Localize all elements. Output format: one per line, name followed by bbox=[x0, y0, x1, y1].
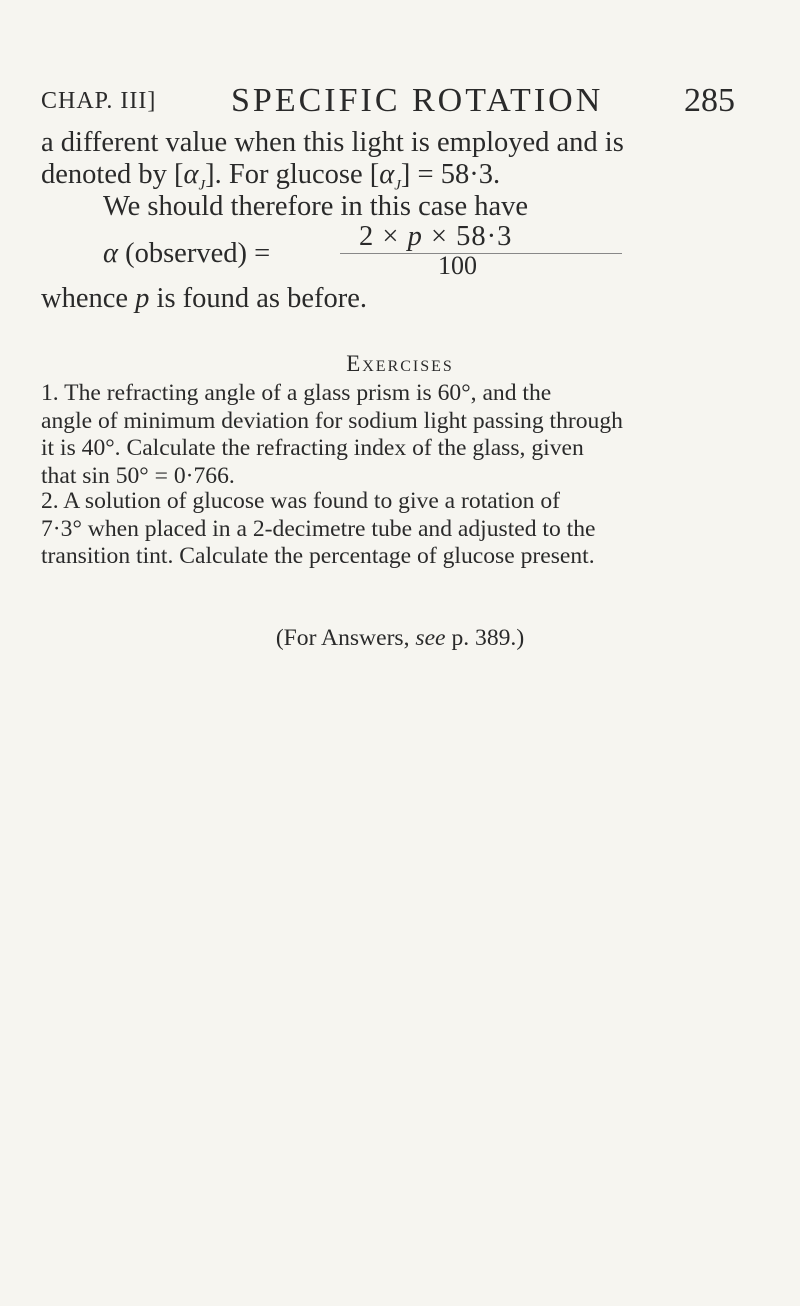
subscript-j: J bbox=[198, 177, 206, 194]
exercise-1 bbox=[41, 380, 735, 490]
answers-text-a: (For Answers, bbox=[275, 625, 416, 651]
formula-lhs bbox=[103, 238, 270, 270]
body-line-4-b: is found as before. bbox=[149, 283, 368, 314]
formula-num-p: p bbox=[407, 221, 423, 252]
formula-denominator: 100 bbox=[438, 251, 477, 280]
exercise-2-line-2: 7·3° when placed in a 2-decimetre tube and adjusted to the bbox=[41, 515, 596, 542]
page-number: 285 bbox=[684, 82, 735, 119]
exercises-heading: Exercises bbox=[346, 351, 454, 376]
exercise-1-line-4: that sin 50° = 0·766. bbox=[41, 462, 235, 489]
exercise-2-line-3: transition tint. Calculate the percentage of glucose present. bbox=[41, 543, 595, 569]
body-line-2-text-b: ]. For glucose [ bbox=[205, 159, 380, 190]
exercise-2 bbox=[41, 488, 735, 571]
body-line-4 bbox=[41, 283, 735, 314]
alpha-symbol: α bbox=[183, 159, 199, 190]
body-line-3: We should therefore in this case have bbox=[103, 191, 529, 222]
fraction-bar bbox=[340, 253, 622, 254]
page-title: SPECIFIC ROTATION bbox=[231, 82, 604, 119]
body-line-2-text-c: ] = 58·3. bbox=[400, 159, 501, 190]
formula-lhs-text: (observed) = bbox=[117, 238, 271, 269]
formula-num-a: 2 × bbox=[359, 221, 408, 252]
answers-see: see bbox=[415, 625, 446, 651]
answers-text-b: p. 389.) bbox=[445, 625, 525, 651]
rotation-formula bbox=[103, 221, 643, 285]
formula-numerator bbox=[359, 221, 512, 253]
answers-reference bbox=[0, 625, 800, 652]
body-line-4-a: whence bbox=[41, 283, 136, 314]
body-line-2-text-a: denoted by [ bbox=[41, 159, 184, 190]
running-header bbox=[41, 80, 735, 124]
subscript-j-2: J bbox=[394, 177, 401, 194]
body-line-1: a different value when this light is employed and is bbox=[41, 127, 624, 158]
body-line-4-p: p bbox=[135, 283, 150, 314]
exercise-2-line-1: 2. A solution of glucose was found to give a rotation of bbox=[41, 488, 560, 514]
formula-alpha: α bbox=[103, 238, 118, 269]
formula-num-b: × 58·3 bbox=[422, 221, 513, 252]
chapter-label: CHAP. III] bbox=[41, 88, 157, 114]
exercise-1-line-2: angle of minimum deviation for sodium light passing through bbox=[41, 407, 623, 434]
exercise-1-line-3: it is 40°. Calculate the refracting index of the glass, given bbox=[41, 435, 584, 461]
exercise-1-line-1: 1. The refracting angle of a glass prism is 60°, and the bbox=[41, 380, 552, 406]
alpha-symbol-2: α bbox=[379, 159, 395, 190]
